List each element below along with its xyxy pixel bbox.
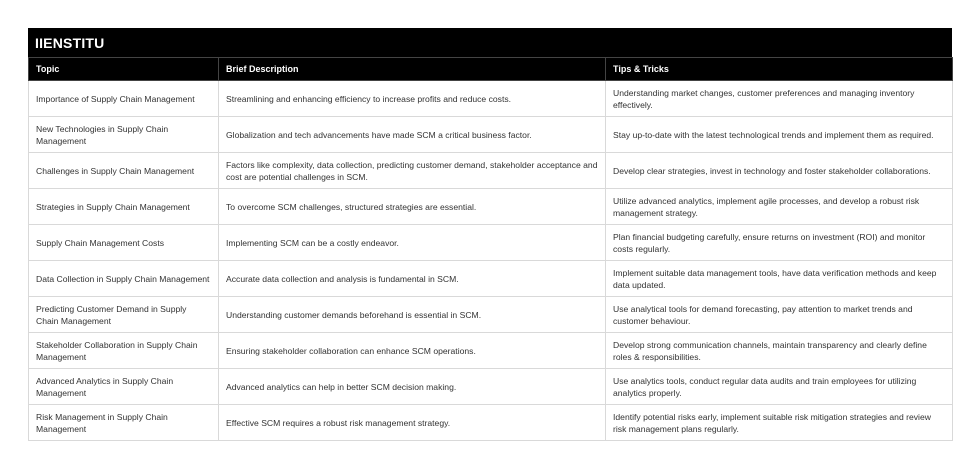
table-row xyxy=(29,333,953,369)
table-row xyxy=(29,225,953,261)
description-cell: Streamlining and enhancing efficiency to increase profits and reduce costs. xyxy=(219,81,606,117)
tips-cell: Use analytics tools, conduct regular data audits and train employees for utilizing analytics properly. xyxy=(606,369,953,405)
header-row xyxy=(29,58,953,81)
column-header-description: Brief Description xyxy=(219,58,606,81)
topic-cell: Challenges in Supply Chain Management xyxy=(29,153,219,189)
topic-cell: Advanced Analytics in Supply Chain Management xyxy=(29,369,219,405)
tips-cell: Understanding market changes, customer preferences and managing inventory effectively. xyxy=(606,81,953,117)
topic-cell: Predicting Customer Demand in Supply Chain Management xyxy=(29,297,219,333)
supply-chain-table xyxy=(28,57,953,441)
table-body xyxy=(29,81,953,441)
description-cell: Effective SCM requires a robust risk management strategy. xyxy=(219,405,606,441)
table-row xyxy=(29,81,953,117)
content-table-card xyxy=(28,28,952,441)
table-row xyxy=(29,261,953,297)
description-cell: Understanding customer demands beforehand is essential in SCM. xyxy=(219,297,606,333)
tips-cell: Implement suitable data management tools, have data verification methods and keep data updated. xyxy=(606,261,953,297)
description-cell: Factors like complexity, data collection, predicting customer demand, stakeholder acceptance and cost are potential challenges in SCM. xyxy=(219,153,606,189)
table-row xyxy=(29,369,953,405)
tips-cell: Stay up-to-date with the latest technological trends and implement them as required. xyxy=(606,117,953,153)
column-header-tips: Tips & Tricks xyxy=(606,58,953,81)
column-header-topic: Topic xyxy=(29,58,219,81)
description-cell: Advanced analytics can help in better SCM decision making. xyxy=(219,369,606,405)
description-cell: Globalization and tech advancements have made SCM a critical business factor. xyxy=(219,117,606,153)
tips-cell: Use analytical tools for demand forecasting, pay attention to market trends and customer behaviour. xyxy=(606,297,953,333)
table-row xyxy=(29,297,953,333)
table-row xyxy=(29,153,953,189)
topic-cell: Strategies in Supply Chain Management xyxy=(29,189,219,225)
tips-cell: Develop strong communication channels, maintain transparency and clearly define roles & responsibilities. xyxy=(606,333,953,369)
table-row xyxy=(29,189,953,225)
table-header xyxy=(29,58,953,81)
description-cell: Ensuring stakeholder collaboration can enhance SCM operations. xyxy=(219,333,606,369)
tips-cell: Utilize advanced analytics, implement agile processes, and develop a robust risk management strategy. xyxy=(606,189,953,225)
topic-cell: Data Collection in Supply Chain Management xyxy=(29,261,219,297)
topic-cell: Importance of Supply Chain Management xyxy=(29,81,219,117)
topic-cell: Stakeholder Collaboration in Supply Chain Management xyxy=(29,333,219,369)
description-cell: Accurate data collection and analysis is fundamental in SCM. xyxy=(219,261,606,297)
tips-cell: Plan financial budgeting carefully, ensure returns on investment (ROI) and monitor costs regularly. xyxy=(606,225,953,261)
description-cell: Implementing SCM can be a costly endeavor. xyxy=(219,225,606,261)
description-cell: To overcome SCM challenges, structured strategies are essential. xyxy=(219,189,606,225)
topic-cell: Risk Management in Supply Chain Management xyxy=(29,405,219,441)
topic-cell: New Technologies in Supply Chain Management xyxy=(29,117,219,153)
tips-cell: Identify potential risks early, implement suitable risk mitigation strategies and review risk management plans regularly. xyxy=(606,405,953,441)
table-row xyxy=(29,405,953,441)
brand-header xyxy=(28,28,952,57)
brand-name: IIENSTITU xyxy=(35,34,105,51)
table-row xyxy=(29,117,953,153)
topic-cell: Supply Chain Management Costs xyxy=(29,225,219,261)
tips-cell: Develop clear strategies, invest in technology and foster stakeholder collaborations. xyxy=(606,153,953,189)
